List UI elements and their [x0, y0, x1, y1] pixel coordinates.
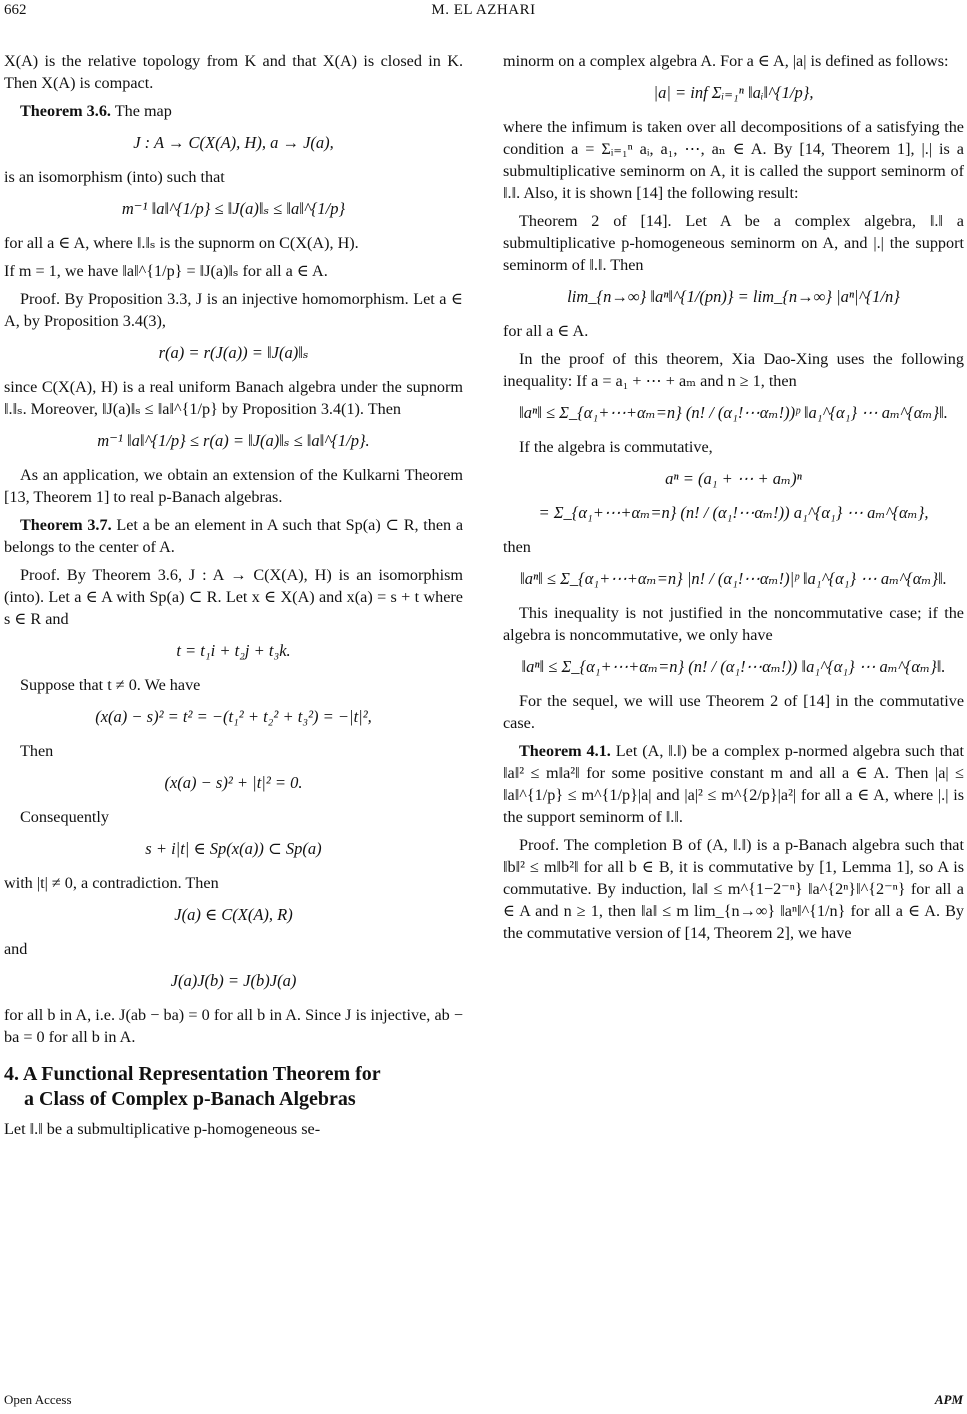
paragraph: Let ‖.‖ be a submultiplicative p-homogeneous se- [4, 1120, 321, 1138]
equation: s + i|t| ∈ Sp(x(a)) ⊂ Sp(a) [145, 839, 322, 858]
theorem-text: Let a be an element in A such that Sp(a) ⊂ R, then a belongs to the center of A. [4, 516, 464, 556]
running-title: M. EL AZHARI [431, 2, 536, 18]
equation: (x(a) − s)² = t² = −(t₁² + t₂² + t₃²) = −|t|², [95, 707, 372, 726]
equation: lim_{n→∞} ‖aⁿ‖^{1/(pn)} = lim_{n→∞} |aⁿ|^{1/n} [567, 287, 900, 306]
right-column [503, 50, 964, 950]
paragraph: If m = 1, we have ‖a‖^{1/p} = ‖J(a)‖ₛ for all a ∈ A. [4, 262, 328, 280]
theorem-3-6 [4, 100, 463, 122]
paragraph: for all a ∈ A, where ‖.‖ₛ is the supnorm on C(X(A), H). [4, 234, 359, 252]
journal-abbrev: APM [934, 1392, 963, 1407]
paragraph: In the proof of this theorem, Xia Dao-Xing uses the following inequality: If a = a₁ + ⋯ + aₘ and n ≥ 1, then [503, 350, 964, 390]
proof-paragraph: Proof. The completion B of (A, ‖.‖) is a p-Banach algebra such that ‖b‖² ≤ m‖b²‖ for all b ∈ B, it is commutative by [1, Lemma 1], so A is commutative. By induction, ‖a‖ ≤ m^{1−2⁻ⁿ} ‖a^{2ⁿ}‖^{2⁻ⁿ} for all a ∈ A and n ≥ 1, then ‖a‖ ≤ m lim_{n→∞} ‖aⁿ‖^{1/n} for all a ∈ A. By the commutative version of [14, Theorem 2], we have [503, 836, 964, 942]
equation: t = t₁i + t₂j + t₃k. [176, 641, 291, 660]
equation: ‖aⁿ‖ ≤ Σ_{α₁+⋯+αₘ=n} (n! / (α₁!⋯αₘ!))ᵖ ‖a₁^{α₁} ⋯ aₘ^{αₘ}‖. [519, 403, 948, 422]
paragraph: since C(X(A), H) is a real uniform Banach algebra under the supnorm ‖.‖ₛ. Moreover, ‖J(a)‖ₛ ≤ ‖a‖^{1/p} by Proposition 3.4(1). Then [4, 378, 463, 418]
paragraph: then [503, 538, 531, 556]
theorem-label: Theorem 4.1. [519, 742, 611, 760]
paragraph: where the infimum is taken over all decompositions of a satisfying the condition a = Σᵢ₌₁ⁿ aᵢ, a₁, ⋯, aₙ ∈ A. By [14, Theorem 1], |.| is a submultiplicative seminorm on A, it is called the support seminorm of ‖.‖. Also, it is shown [14] the following result: [503, 118, 964, 202]
equation: = Σ_{α₁+⋯+αₘ=n} (n! / (α₁!⋯αₘ!)) a₁^{α₁} ⋯ aₘ^{αₘ}, [538, 503, 929, 522]
proof-paragraph: Proof. By Proposition 3.3, J is an injective homomorphism. Let a ∈ A, by Proposition 3.4(3), [4, 290, 463, 330]
theorem-text: Let (A, ‖.‖) be a complex p-normed algebra such that ‖a‖² ≤ m‖a²‖ for some positive constant m and all a ∈ A. Then |a| ≤ ‖a‖^{1/p} ≤ m^{1/p}|a| and |a|² ≤ m^{2/p}|a²| for all a ∈ A, where |.| is the support seminorm of ‖.‖. [503, 742, 964, 826]
paragraph: Consequently [20, 808, 110, 826]
theorem-text: The map [114, 102, 172, 120]
paragraph: and [4, 940, 28, 958]
page-number: 662 [4, 2, 27, 18]
section-heading-line1: 4. A Functional Representation Theorem for [4, 1063, 381, 1085]
section-heading [4, 1062, 463, 1112]
theorem-label: Theorem 3.6. [20, 102, 111, 120]
paragraph: X(A) is the relative topology from K and that X(A) is closed in K. Then X(A) is compact. [4, 52, 463, 92]
paragraph: If the algebra is commutative, [519, 438, 713, 456]
left-column [4, 50, 463, 1146]
theorem-4-1 [503, 740, 964, 828]
equation: J : A → C(X(A), H), a → J(a), [133, 133, 334, 152]
equation: r(a) = r(J(a)) = ‖J(a)‖ₛ [158, 343, 309, 362]
equation: ‖aⁿ‖ ≤ Σ_{α₁+⋯+αₘ=n} |n! / (α₁!⋯αₘ!)|ᵖ ‖a₁^{α₁} ⋯ aₘ^{αₘ}‖. [520, 569, 947, 588]
equation: J(a)J(b) = J(b)J(a) [170, 971, 297, 990]
equation: ‖aⁿ‖ ≤ Σ_{α₁+⋯+αₘ=n} (n! / (α₁!⋯αₘ!)) ‖a₁^{α₁} ⋯ aₘ^{αₘ}‖. [521, 657, 946, 676]
equation: aⁿ = (a₁ + ⋯ + aₘ)ⁿ [665, 469, 802, 488]
equation: m⁻¹ ‖a‖^{1/p} ≤ r(a) = ‖J(a)‖ₛ ≤ ‖a‖^{1/p}. [97, 431, 370, 450]
paragraph: Theorem 2 of [14]. Let A be a complex algebra, ‖.‖ a submultiplicative p-homogeneous seminorm on A, and |.| the support seminorm of ‖.‖. Then [503, 212, 964, 274]
equation: J(a) ∈ C(X(A), R) [174, 905, 293, 924]
paragraph: For the sequel, we will use Theorem 2 of [14] in the commutative case. [503, 692, 964, 732]
equation: m⁻¹ ‖a‖^{1/p} ≤ ‖J(a)‖ₛ ≤ ‖a‖^{1/p} [121, 199, 346, 218]
proof-paragraph: Proof. By Theorem 3.6, J : A → C(X(A), H) is an isomorphism (into). Let a ∈ A with Sp(a) ⊂ R. Let x ∈ X(A) and x(a) = s + t where s ∈ R and [4, 566, 463, 628]
equation: |a| = inf Σᵢ₌₁ⁿ ‖aᵢ‖^{1/p}, [653, 83, 814, 102]
paragraph: This inequality is not justified in the noncommutative case; if the algebra is noncommutative, we only have [503, 604, 964, 644]
page-header [0, 0, 967, 22]
page-footer [0, 1392, 967, 1414]
paragraph: with |t| ≠ 0, a contradiction. Then [4, 874, 219, 892]
paragraph: Suppose that t ≠ 0. We have [20, 676, 201, 694]
paragraph: for all a ∈ A. [503, 322, 589, 340]
section-heading-line2: a Class of Complex p-Banach Algebras [24, 1088, 356, 1110]
paragraph: Then [20, 742, 54, 760]
theorem-3-7 [4, 514, 463, 558]
equation: (x(a) − s)² + |t|² = 0. [164, 773, 303, 792]
paragraph: is an isomorphism (into) such that [4, 168, 225, 186]
paragraph: As an application, we obtain an extension of the Kulkarni Theorem [13, Theorem 1] to real p-Banach algebras. [4, 466, 463, 506]
footer-left: Open Access [4, 1392, 72, 1407]
theorem-label: Theorem 3.7. [20, 516, 112, 534]
paragraph: minorm on a complex algebra A. For a ∈ A, |a| is defined as follows: [503, 52, 949, 70]
paragraph: for all b in A, i.e. J(ab − ba) = 0 for all b in A. Since J is injective, ab − ba = 0 for all b in A. [4, 1006, 463, 1046]
